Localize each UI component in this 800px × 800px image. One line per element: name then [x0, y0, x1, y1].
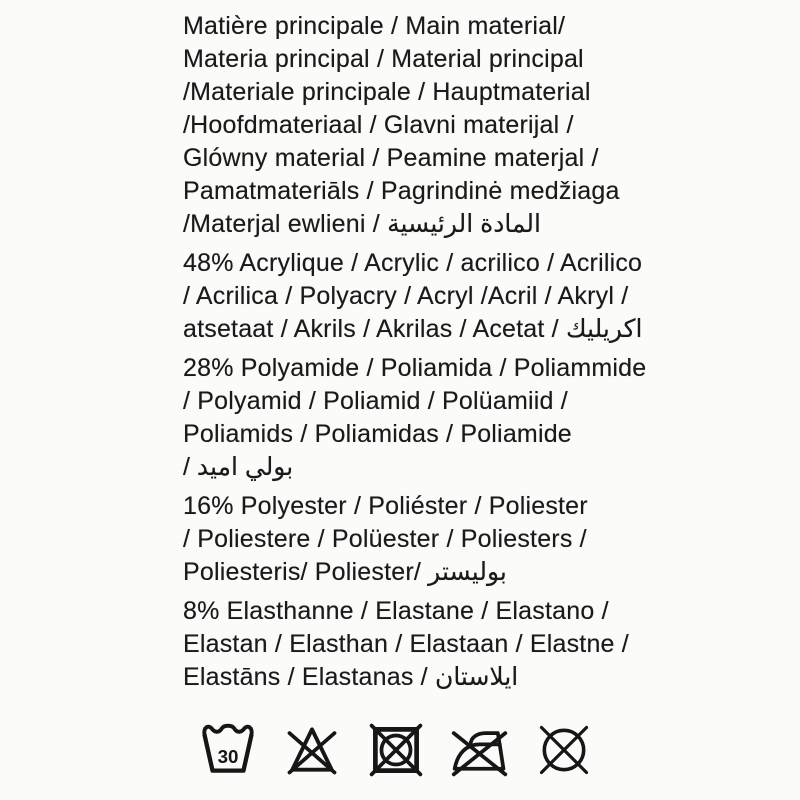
do-not-dry-clean-symbol	[534, 720, 594, 780]
material-section-polyamide	[183, 352, 646, 484]
material-line: / Poliestere / Polüester / Poliesters /	[183, 525, 587, 553]
material-line: Elastan / Elasthan / Elastaan / Elastne /	[183, 630, 629, 658]
wash-30-icon	[198, 720, 258, 780]
do-not-iron-symbol	[450, 720, 510, 780]
material-line: 28% Polyamide / Poliamida / Poliammide	[183, 354, 647, 382]
material-line: 48% Acrylique / Acrylic / acrilico / Acrilico	[183, 249, 643, 277]
wash-temperature-label: 30	[217, 746, 239, 768]
label-text-block	[183, 10, 646, 694]
header-line: /Hoofdmateriaal / Glavni materijal /	[183, 111, 574, 139]
header-line: Materia principal / Material principal	[183, 45, 584, 73]
do-not-bleach-symbol	[282, 720, 342, 780]
material-line: Poliesteris/ Poliester/ بوليستر	[183, 558, 507, 586]
material-line: 8% Elasthanne / Elastane / Elastano /	[183, 597, 609, 625]
header-line: Pamatmateriāls / Pagrindinė medžiaga	[183, 177, 620, 205]
do-not-iron-icon	[450, 720, 510, 780]
header-line: Glówny material / Peamine materjal /	[183, 144, 599, 172]
material-section-acrylic	[183, 247, 646, 346]
header-line: /Materiale principale / Hauptmaterial	[183, 78, 591, 106]
header-line: Matière principale / Main material/	[183, 12, 566, 40]
material-line: / Acrilica / Polyacry / Acryl /Acril / Akryl /	[183, 282, 629, 310]
material-line: / Polyamid / Poliamid / Polüamiid /	[183, 387, 568, 415]
material-section-elastane	[183, 595, 646, 694]
do-not-dry-clean-icon	[534, 720, 594, 780]
material-line: 16% Polyester / Poliéster / Poliester	[183, 492, 588, 520]
material-line: Poliamids / Poliamidas / Poliamide	[183, 420, 572, 448]
material-line: / بولي اميد	[183, 453, 294, 481]
material-line: atsetaat / Akrils / Akrilas / Acetat / اكريليك	[183, 315, 643, 343]
material-line: Elastāns / Elastanas / ايلاستان	[183, 663, 519, 691]
wash-30-symbol	[198, 720, 258, 780]
do-not-tumble-dry-symbol	[366, 720, 426, 780]
material-section-polyester	[183, 490, 646, 589]
do-not-bleach-icon	[282, 720, 342, 780]
header-line: /Materjal ewlieni / المادة الرئيسية	[183, 210, 541, 238]
care-symbols-row	[198, 720, 594, 780]
do-not-tumble-dry-icon	[366, 720, 426, 780]
